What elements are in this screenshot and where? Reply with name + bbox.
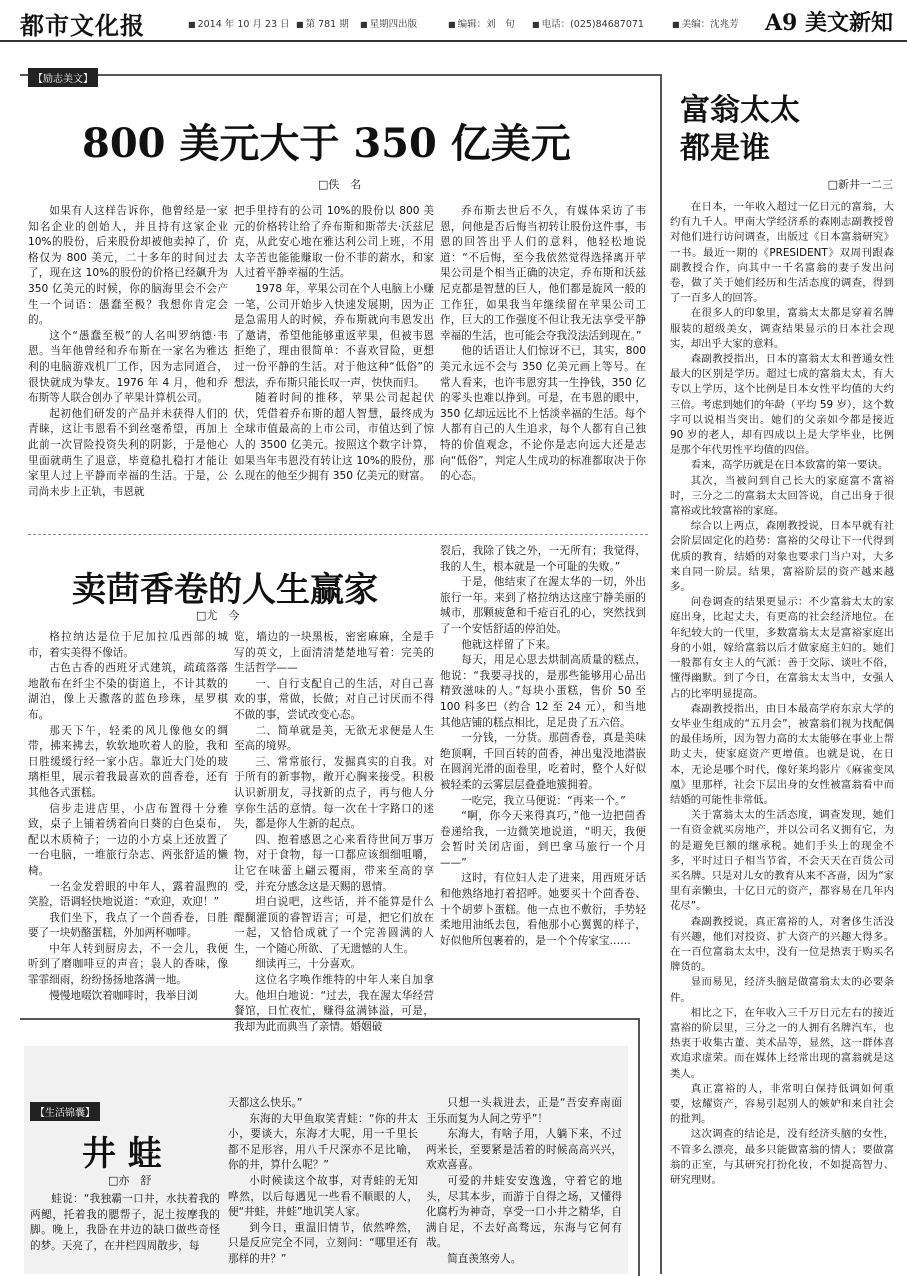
separator-line (28, 534, 648, 535)
paragraph: 在日本，一年收入超过一亿日元的富翁，大约有九千人。甲南大学经济系的森刚志副教授曾对他们进行访问调查，出版过《日本富翁研究》一书。最近一期的《PRESIDENT》双周刊跟森副教授合作，向其中一千名富翁的妻子发出问卷，做了关于她们经历和生活态度的调查，得到了一百多人的回答。 (670, 201, 894, 305)
designer-credit: ■ 美编：沈兆芳 (672, 16, 739, 30)
paragraph: 裂后，我除了钱之外，一无所有；我觉得，我的人生，根本就是一个可耻的失败。” (440, 545, 646, 573)
paragraph: 四、抱着感恩之心来看待世间万事万物，对于食物，每一口都应该细细咀嚼，让它在味蕾上翩云覆雨，带来至高的享受，并充分感念这是天赐的恩情。 (234, 833, 434, 893)
paragraph: 细读再三，十分喜欢。 (255, 958, 362, 971)
paragraph: 我们坐下，我点了一个茴香卷，日胜要了一块奶酪蛋糕，外加两杯咖啡。 (28, 911, 228, 940)
issue-number: ■ 第 781 期 (296, 16, 349, 30)
page-section-id: A9 美文新知 (764, 10, 893, 36)
paragraph: “啊，你今天来得真巧，”他一边把茴香卷递给我，一边微笑地说道，“明天，我便会暂时关闭店面，到巴拿马旅行一个月——” (440, 810, 646, 869)
paragraph: 关于富翁太太的生活态度，调查发现，她们一有资金就买房地产，并以公司名义拥有它，为的是避免巨额的继承税。她们手头上的现金不多，平时过日子相当节省，不会天天在百货公司买名牌。只是对儿女的教育从来不吝啬，因为“家里有亲懒虫，十亿日元的资产，都容易在几年内花尽”。 (670, 809, 894, 913)
article3-column-1 (30, 1192, 220, 1272)
paragraph: 天都这么快乐。” (228, 1097, 303, 1109)
issue-date: ■ 2014 年 10 月 23 日 (188, 16, 290, 30)
paragraph: 问卷调查的结果更显示：不少富翁太太的家庭出身，比起丈夫，有更高的社会经济地位。在年纪较大的一代里，多数富翁太太是富裕家庭出身的小姐，嫁给富翁以后才做家庭主妇的。她们一般都有女主人的气派：善于交际、谈吐不俗，懂得幽默。到了今日，在富翁太太当中，女强人占的比率明显提高。 (670, 596, 894, 700)
article1-column-2 (234, 204, 434, 529)
paragraph: 相比之下，在年收入三千万日元左右的接近富裕的阶层里，三分之一的人拥有名牌汽车，也热衷于收集古董、美术品等，显然，这一群体喜欢追求虚荣。而在媒体上经常出现的富翁就是这类人。 (670, 1006, 894, 1080)
sidebar-title (680, 92, 800, 168)
article2-byline: □尤 今 (196, 609, 240, 622)
article2-column-1 (28, 630, 228, 1015)
paragraph: 东海的大甲鱼取笑青蛙：“你的井太小，要谈大，东海才大呢，用一千里长都不足形容，用八千尺深亦不足比喻，你的井，算什么呢？” (228, 1112, 418, 1172)
frame-corner-line (638, 1018, 640, 1276)
paragraph: 一名金发碧眼的中年人，露着温煦的笑脸，语调轻快地说道：“欢迎，欢迎！” (28, 880, 228, 909)
paragraph: 慢慢地啜饮着咖啡时，我举目浏 (49, 989, 198, 1002)
paragraph: 东海大，有啥子用，人躺下来，不过两米长，至要紧是活着的时候高高兴兴，欢欢喜喜。 (426, 1128, 622, 1172)
section-tag-inspirational: 【励志美文】 (28, 68, 98, 87)
newspaper-brand: 都市文化报 (20, 11, 145, 40)
paragraph: 其次，当被问到自己长大的家庭富不富裕时，三分之二的富翁太太回答说，自己出身于很富裕或比较富裕的家庭。 (670, 474, 894, 518)
paragraph: 1978 年，苹果公司在个人电脑上小赚一笔，公司开始步入快速发展期，因为正是急需用人的时候，乔布斯就向韦恩发出了邀请，希望他能够重返苹果，但被韦恩拒绝了，理由很简单：不喜欢冒险，更想过一份平静的生活。对于他这种“低俗”的想法，乔布斯只能长叹一声，快快而归。 (234, 282, 434, 389)
paragraph: 这次调查的结论是，没有经济头脑的女性，不管多么漂亮，最多只能做富翁的情人；要做富翁的正室，与其研究打扮化妆，不如提高智力、研究理财。 (670, 1128, 894, 1186)
sidebar-body (670, 200, 894, 1272)
paragraph: 只想一头栽进去，正是“吾安弃南面王乐而复为人间之劳乎”！ (426, 1097, 622, 1125)
article3-title: 井 蛙 (82, 1134, 162, 1174)
paragraph: 三、常常旅行，发掘真实的自我。对于所有的新事物，敞开心胸来接受。积极认识新朋友，寻找新的点子，再与他人分享你生活的意情。每一次在十字路口的迷失，都是你人生新的起点。 (234, 755, 434, 831)
paragraph: 综合以上两点，森刚教授说，日本早就有社会阶层固定化的趋势：富裕的父母让下一代得到优质的教育，结婚的对象也要求门当户对，大多来自同一阶层。结果，富裕阶层的资产越来越多。 (670, 520, 894, 594)
sidebar-title-line-1: 富翁太太 (680, 93, 800, 128)
article2-title: 卖茴香卷的人生赢家 (72, 570, 378, 610)
paragraph: 随着时间的推移，苹果公司起起伏伏，凭借着乔布斯的超人智慧，最终成为全球市值最高的上市公司，市值达到了惊人的 3500 亿美元。按照这个数字计算，如果当年韦恩没有转让这 10%的股份，那么现在的他至少拥有 350 亿美元的财富。 (234, 392, 434, 483)
paragraph: 这个“愚蠢至极”的人名叫罗纳德·韦恩。当年他曾经和乔布斯在一家名为雅达利的电脑游戏机厂工作，因为志同道合，很快就成为挚友。1976 年 4 月，他和乔布斯等人联合创办了苹果计算机公司。 (28, 329, 228, 405)
sidebar-byline: □新井一二三 (827, 178, 893, 191)
paragraph: 看来，高学历就是在日本致富的第一要诀。 (690, 459, 889, 472)
frame-divider-line (660, 74, 662, 1274)
paragraph: 这时，有位妇人走了进来，用西班牙话和他熟络地打着招呼。她要买十个茴香卷、十个胡萝卜蛋糕。他一点也不敷衍，手势轻柔地用油纸去包，看他那小心翼翼的样子，好似他所包裹着的，是一个个传家宝…… (440, 872, 646, 947)
article1-column-3 (440, 204, 646, 529)
article1-title: 800 美元大于 350 亿美元 (82, 120, 571, 167)
paragraph: 蛙说：“我独霸一口井，水扶着我的两鳃，托着我的腮帮子，泥土按摩我的脚。晚上，我卧在井边的缺口做些奇怪的梦。天亮了，在井栏四周散步，每 (30, 1193, 220, 1252)
paragraph: 小时候读这个故事，对青蛙的无知哗然，以后每遇见一些看不顺眼的人，便“井蛙，井蛙”地讥笑人家。 (228, 1174, 418, 1219)
sidebar-title-line-2: 都是谁 (680, 131, 770, 166)
paragraph: 古色古香的西班牙式建筑，疏疏落落地散布在纤尘不染的街道上，不计其数的湖泊，像上天撒落的蓝色珍珠，星罗棋布。 (28, 662, 228, 721)
paragraph: 那天下午，轻柔的风儿像他女的绸带，拂来拂去，软软地吹着人的脸，我和日胜缓缓行经一家小店。靠近大门处的玻璃柜里，展示着我最喜欢的茴香卷，还有其他各式蛋糕。 (28, 724, 228, 799)
paragraph: 一、自行支配自己的生活，对自己喜欢的事，常做，长做；对自己讨厌而不得不做的事，尝试改变心态。 (234, 677, 434, 721)
article1-byline: □佚 名 (318, 178, 362, 191)
paragraph: 简直羡煞旁人。 (447, 1252, 522, 1265)
paragraph: 每天，用足心思去烘制高质量的糕点，他说：“我要寻找的，是那些能够用心品出精致滋味的人。”每块小蛋糕，售价 50 至 100 科多巴（约合 12 至 24 元），和当地其他店铺的糕点相比，足足贵了五六倍。 (440, 654, 646, 729)
section-tag-lifestyle: 【生活锦囊】 (30, 1102, 100, 1121)
article2-column-3 (440, 544, 646, 1015)
article3-column-2 (228, 1096, 418, 1272)
paragraph: 信步走进店里，小店布置得十分雅致，桌子上铺着绣着向日葵的白色桌布，配以木质椅子；一边的小方桌上还放置了一台电脑，一堆旅行杂志、两张舒适的懒椅。 (28, 802, 228, 877)
paragraph: 中年人转到厨房去，不一会儿，我便听到了磨咖啡豆的声音；袅人的香味，像霏霏细雨，纷纷扬扬地落满一地。 (28, 942, 228, 987)
paragraph: 森副教授指出，由日本最高学府东京大学的女毕业生组成的“五月会”，被富翁们视为找配偶的最佳场所，因为智力高的太太能够在事业上帮助丈夫，使家庭资产更增值。也就是说，在日本，无论是哪个时代，像好莱坞影片《麻雀变凤凰》里那样，社会下层出身的女性被富翁看中而结婚的可能性非常低。 (670, 702, 894, 806)
paragraph: 把手里持有的公司 10%的股份以 800 美元的价格转让给了乔布斯和斯蒂夫·沃兹尼克，从此安心地在雅达利公司上班，不用太辛苦也能能赚取一份不菲的薪水，和家人过着平静幸福的生活。 (234, 205, 434, 280)
paragraph: 坦白说吧，这些话，并不能算是什么醍醐灌顶的睿智语言；可是，把它们放在一起，又恰恰成就了一个完善圆满的人生，一个随心所欲、了无遗憾的人生。 (234, 896, 434, 955)
paragraph: 一吃完，我立马便说：“再来一个。” (461, 794, 626, 807)
paragraph: 在很多人的印象里，富翁太太都是穿着名牌服装的超级美女，调查结果显示的日本社会现实，却出乎大家的意料。 (670, 307, 894, 350)
paragraph: 他就这样留了下来。 (461, 638, 557, 651)
article3-byline: □亦 舒 (108, 1174, 152, 1187)
paragraph: 起初他们研发的产品并未获得人们的青睐，这让韦恩看不到丝毫希望，再加上此前一次冒险投资失利的阴影，于是他心里面就萌生了退意，毕竟稳扎稳打才能让家里人过上平静而幸福的生活。于是，公司尚未步上正轨，韦恩就 (28, 407, 228, 498)
paragraph: 他的话语让人们惊讶不已，其实，800 美元永远不会与 350 亿美元画上等号。在常人看来，也许韦恩穷其一生挣钱，350 亿的零头也难以挣到。可是，在韦恩的眼中，350 亿却远远比不上恬淡幸福的生活。每个人都有自己的人生追求，每个人都有自己独特的价值观念，不论你是志向远大还是志向“低俗”，判定人生成功的标准都取决于你的心态。 (440, 345, 646, 483)
paragraph: 这位名字唤作维特的中年人来自加拿大。他坦白地说：“过去，我在渥太华经营餐馆，日忙夜忙，赚得盆满钵溢，可是，我却为此而典当了亲情。婚姻破 (234, 974, 434, 1033)
paragraph: 于是，他结束了在渥太华的一切，外出旅行一年。来到了格拉纳达这座宁静美丽的城市，那颗疲惫和千疮百孔的心，突然找到了一个安恬舒适的停泊处。 (440, 576, 646, 635)
article2-column-2 (234, 630, 434, 1033)
paragraph: 真正富裕的人，非常明白保持低调如何重要，炫耀资产，容易引起别人的嫉妒和来自社会的批判。 (670, 1082, 894, 1126)
paragraph: 览，墙边的一块黑板，密密麻麻，全是手写的英文，上面清清楚楚地写着：完美的生活哲学—— (234, 631, 434, 675)
phone-number: ■ 电话：(025)84687071 (532, 16, 644, 30)
issue-weekday: ■ 星期四出版 (360, 16, 417, 30)
paragraph: 二、简单就是美，无欲无求便是人生至高的境界。 (234, 724, 434, 753)
paragraph: 可爱的井蛙安安逸逸，守着它的地头，尽其本步，而游于自得之场，又懂得化腐朽为神奇，享受一口小井之精华，自满自足，不去好高骛远，东海与它何有哉。 (426, 1174, 622, 1250)
article3-column-3 (426, 1096, 622, 1272)
article1-column-1 (28, 204, 228, 529)
paragraph: 一分钱，一分货。那茴香卷，真是美味绝顶啊，千回百转的茴香，神出鬼没地潜嵌在圆润光滑的面卷里，吃着时，整个人好似被轻柔的云雾层层叠叠地簇拥着。 (440, 732, 646, 791)
paragraph: 格拉纳达是位于尼加拉瓜西部的城市，着实美得不像话。 (28, 631, 228, 659)
editor-credit: ■ 编辑：刘 旬 (448, 16, 515, 30)
frame-top-line (20, 74, 660, 76)
paragraph: 森副教授说，真正富裕的人，对奢侈生活没有兴趣，他们对投资、扩大资产的兴趣大得多。在一百位富翁太太中，没有一位是热衷于购买名牌货的。 (670, 915, 894, 974)
paragraph: 显而易见，经济头脑是做富翁太太的必要条件。 (670, 976, 894, 1004)
paragraph: 森副教授指出，日本的富翁太太和普通女性最大的区别是学历。超过七成的富翁太太，有大专以上学历，这个比例是日本女性平均值的大约三倍。考虑到她们的年龄（平均 59 岁），这个数字可以说相当突出。她们的父亲如今都是接近 90 岁的老人，却有四成以上是大学毕业，比例是那个年代男性平均值的四倍。 (670, 353, 894, 457)
paragraph: 到今日，重温旧情节，依然哗然，只是反应完全不同，立刻问：“哪里还有那样的井？” (228, 1221, 418, 1265)
paragraph: 如果有人这样告诉你，他曾经是一家知名企业的创始人，并且持有这家企业 10%的股份，后来股份却被他卖掉了，价格仅为 800 美元，二十多年的时间过去了，现在这 10%的股份的价格已经飙升为 350 亿美元的时候，你的脑海里会不会产生一个词语：愚蠢至极？我想你肯定会的。 (28, 205, 228, 327)
paragraph: 乔布斯去世后不久，有媒体采访了韦恩，问他是否后悔当初转让股份这件事，韦恩的回答出乎人们的意料，他轻松地说道：“不后悔，至今我依然觉得选择离开苹果公司是个相当正确的决定，乔布斯和沃兹尼克都是智慧的巨人，他们都是旋风一般的工作狂，如果我当年继续留在苹果公司工作，巨大的工作强度不但让我无法享受平静幸福的生活，也可能会夺我没法活到现在。” (440, 205, 646, 342)
